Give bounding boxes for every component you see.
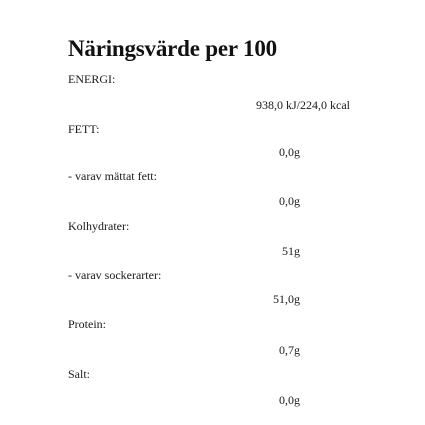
carbohydrates-value: 51g xyxy=(282,244,300,258)
protein-value: 0,7g xyxy=(279,343,300,357)
carbohydrates-label: Kolhydrater: xyxy=(68,219,130,233)
sugars-label: - varav sockerarter: xyxy=(68,268,162,282)
saturated-fat-value: 0,0g xyxy=(279,194,300,208)
saturated-fat-label: - varav mättat fett: xyxy=(68,169,157,183)
salt-label: Salt: xyxy=(68,367,91,381)
energy-label: ENERGI: xyxy=(68,72,116,86)
salt-value: 0,0g xyxy=(279,393,300,407)
protein-label: Protein: xyxy=(68,317,106,331)
fat-label: FETT: xyxy=(68,122,100,136)
energy-value: 938,0 kJ/224,0 kcal xyxy=(256,98,350,112)
sugars-value: 51,0g xyxy=(273,292,300,306)
fat-value: 0,0g xyxy=(279,145,300,159)
nutrition-heading: Näringsvärde per 100 xyxy=(68,36,277,61)
